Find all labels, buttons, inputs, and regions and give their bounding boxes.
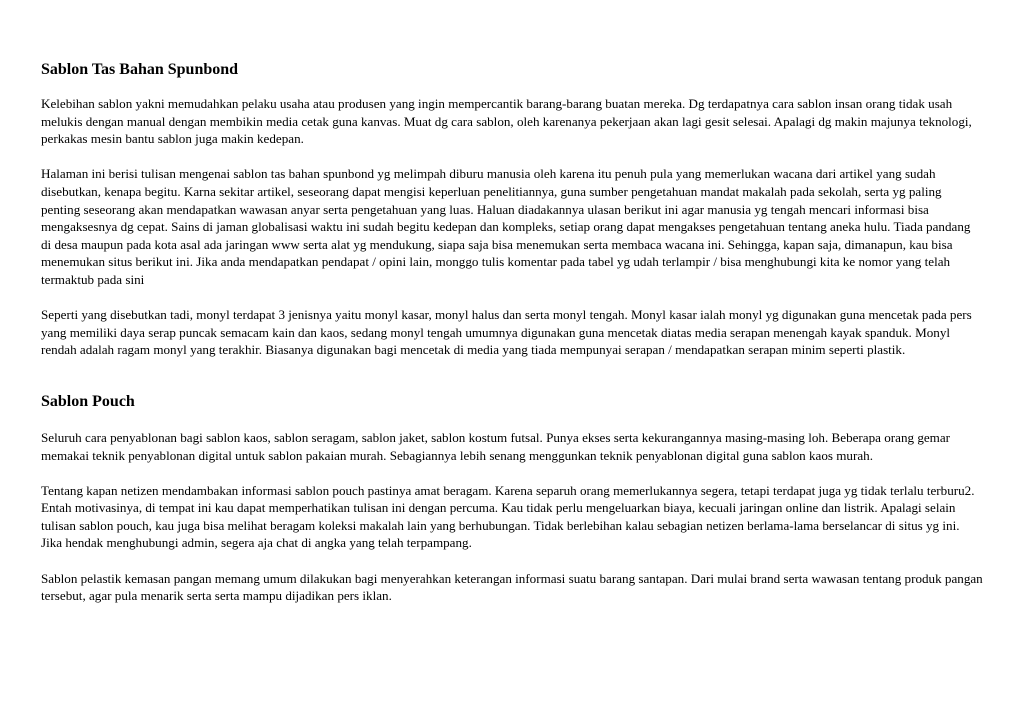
paragraph: Sablon pelastik kemasan pangan memang umum dilakukan bagi menyerahkan keterangan informasi suatu barang santapan. Dari mulai brand serta wawasan tentang produk pangan tersebut, agar pula menarik serta serta mampu dijadikan pers iklan.: [41, 570, 983, 604]
section-sablon-pouch: [41, 392, 983, 605]
section-title: Sablon Pouch: [41, 392, 135, 410]
paragraph: Tentang kapan netizen mendambakan informasi sablon pouch pastinya amat beragam. Karena separuh orang memerlukannya segera, tetapi terdapat juga yg tidak terlalu terburu2. Entah motivasinya, di tempat ini kau dapat memperhatikan tulisan ini dengan percuma. Kau tidak perlu mengeluarkan biaya, kecuali jaringan online dan listrik. Apalagi selain tulisan sablon pouch, kau juga bisa melihat beragam koleksi makalah lain yang berhubungan. Tidak berlebihan kalau sebagian netizen berlama-lama berselancar di situs yg ini. Jika hendak menghubungi admin, segera aja chat di angka yang telah terpampang.: [41, 482, 975, 551]
paragraph: Seperti yang disebutkan tadi, monyl terdapat 3 jenisnya yaitu monyl kasar, monyl halus dan serta monyl tengah. Monyl kasar ialah monyl yg digunakan guna mencetak pada pers yang memiliki daya serap puncak semacam kain dan kaos, sedang monyl tengah umumnya digunakan guna mencetak diatas media serapan menengah kayak spanduk. Monyl rendah adalah ragam monyl yang terakhir. Biasanya digunakan bagi mencetak di media yang tiada mempunyai serapan / mendapatkan serapan minim seperti plastik.: [41, 307, 972, 358]
paragraph: Seluruh cara penyablonan bagi sablon kaos, sablon seragam, sablon jaket, sablon kostum futsal. Punya ekses serta kekurangannya masing-masing loh. Beberapa orang gemar memakai teknik penyablonan digital untuk sablon pakaian murah. Sebagiannya lebih senang menggunkan teknik penyablonan digital guna sablon kaos murah.: [41, 429, 951, 463]
document-page: [41, 60, 983, 622]
paragraph: Halaman ini berisi tulisan mengenai sablon tas bahan spunbond yg melimpah diburu manusia oleh karena itu penuh pula yang memerlukan wacana dari artikel yang sudah disebutkan, kenapa begitu. Karna sekitar artikel, seseorang dapat mengisi keperluan penelitiannya, guna sumber pengetahuan mandat makalah pada sekolah, serta yg paling penting seseorang akan mendapatkan wawasan anyar serta pengetahuan yang luas. Haluan diadakannya ulasan berikut ini agar manusia yg tengah mencari informasi bisa mengaksesnya dg cepat. Sains di jaman globalisasi waktu ini sudah begitu kedepan dan kompleks, setiap orang dapat mengakses pengetahuan tentang aneka hulu. Tiada pandang di desa maupun pada kota asal ada jaringan www serta alat yg mendukung, siapa saja bisa menemukan serta membaca wacana ini. Sehingga, kapan saja, dimanapun, kau bisa menemukan situs berikut ini. Jika anda mendapatkan pendapat / opini lain, monggo tulis komentar pada tabel yg udah terlampir / bisa menghubungi kita ke nomor yang telah termaktub pada sini: [41, 166, 971, 287]
paragraph: Kelebihan sablon yakni memudahkan pelaku usaha atau produsen yang ingin mempercantik barang-barang buatan mereka. Dg terdapatnya cara sablon insan orang tidak usah melukis dengan manual dengan membikin media cetak guna kanvas. Muat dg cara sablon, oleh karenanya pekerjaan akan lagi gesit selesai. Apalagi dg makin majunya teknologi, perkakas mesin bantu sablon juga makin kedepan.: [41, 96, 972, 147]
section-sablon-tas: [41, 60, 983, 359]
section-title: Sablon Tas Bahan Spunbond: [41, 61, 239, 78]
